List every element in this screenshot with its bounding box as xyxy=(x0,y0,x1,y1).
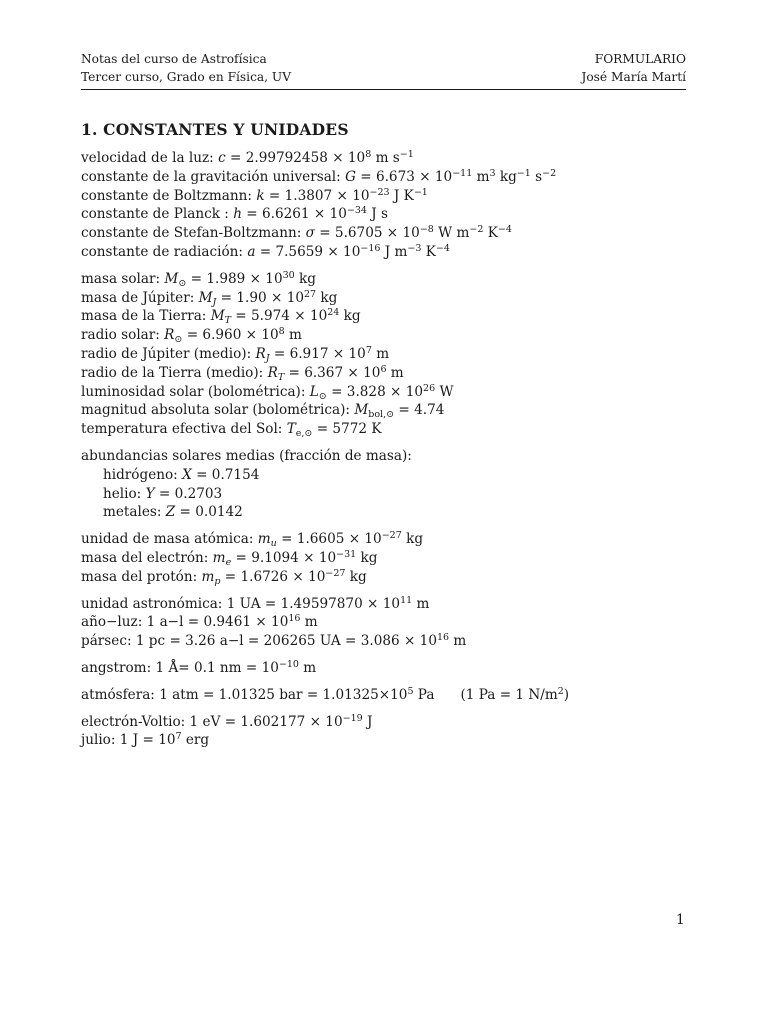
abundances-title: abundancias solares medias (fracción de masa): xyxy=(81,447,412,464)
header-left xyxy=(81,50,291,86)
course-title: Notas del curso de Astrofísica xyxy=(81,52,267,66)
distance-line: unidad astronómica: 1 UA = $1.49597870 \times 10^{11}$ m xyxy=(81,594,430,612)
masses-block xyxy=(81,530,686,586)
energy-block xyxy=(81,713,686,751)
section-title: 1. CONSTANTES Y UNIDADES xyxy=(81,120,349,139)
distances-block xyxy=(81,595,686,651)
header-right xyxy=(581,50,686,86)
solar-line: radio solar: $R_⊙ = 6.960 \times 10^8$ m xyxy=(81,326,302,346)
constant-line: velocidad de la luz: $c = 2.99792458 \times 10^8$ m $s^{-1}$ xyxy=(81,149,414,166)
solar-line: temperatura efectiva del Sol: $T_{e,⊙} = 5772$ K xyxy=(81,421,382,440)
page-header xyxy=(81,50,686,86)
mass-line: masa del protón: $m_p = 1.6726 \times 10^{-27}$ kg xyxy=(81,567,367,587)
constant-line: constante de la gravitación universal: $G = 6.673 \times 10^{-11}$ $m^3$ $kg^{-1}$ $s^{-2}$ xyxy=(81,167,557,185)
mass-line: masa del electrón: $m_e = 9.1094 \times 10^{-31}$ kg xyxy=(81,548,378,568)
course-subtitle: Tercer curso, Grado en Física, UV xyxy=(81,70,291,84)
constant-line: constante de Stefan-Boltzmann: $\sigma = 5.6705 \times 10^{-8}$ W $m^{-2}$ $K^{-4}$ xyxy=(81,224,512,242)
constants-block xyxy=(81,149,686,262)
constant-line: constante de Planck : $h = 6.6261 \times 10^{-34}$ J s xyxy=(81,205,389,223)
header-rule xyxy=(81,89,686,90)
distance-line: pársec: 1 pc = 3.26 a−l = 206265 UA = $3.086 \times 10^{16}$ m xyxy=(81,632,467,650)
abundances-block xyxy=(81,447,686,522)
angstrom-line: angstrom: 1 Å= 0.1 nm = $10^{-10}$ m xyxy=(81,658,317,676)
solar-line: masa solar: $M_⊙ = 1.989 \times 10^{30}$ kg xyxy=(81,269,316,289)
energy-line: julio: 1 $J = 10^7$ erg xyxy=(81,731,210,749)
constant-line: constante de Boltzmann: $k = 1.3807 \times 10^{-23}$ J $K^{-1}$ xyxy=(81,186,428,204)
solar-line: masa de la Tierra: $M_T = 5.974 \times 10^{24}$ kg xyxy=(81,307,361,327)
document-page xyxy=(81,50,686,758)
atm-line: atmósfera: 1 atm = 1.01325 bar = $1.01325\times 10^5$ Pa (1 Pa = 1 $N/m^2$) xyxy=(81,685,570,703)
solar-line: luminosidad solar (bolométrica): $L_⊙ = 3.828 \times 10^{26}$ W xyxy=(81,382,454,402)
mass-line: unidad de masa atómica: $m_u = 1.6605 \times 10^{-27}$ kg xyxy=(81,530,424,550)
constant-line: constante de radiación: $a = 7.5659 \times 10^{-16}$ J $m^{-3}$ $K^{-4}$ xyxy=(81,242,450,260)
solar-line: magnitud absoluta solar (bolométrica): $M_{bol,⊙} = 4.74$ xyxy=(81,402,445,421)
author: José María Martí xyxy=(581,70,686,84)
solar-line: radio de Júpiter (medio): $R_J = 6.917 \times 10^7$ m xyxy=(81,344,390,364)
doc-type: FORMULARIO xyxy=(594,52,686,66)
abundance-line: metales: Z = 0.0142 xyxy=(103,504,243,521)
page-number: 1 xyxy=(676,912,685,928)
atm-block xyxy=(81,686,686,705)
solar-line: radio de la Tierra (medio): $R_T = 6.367 \times 10^6$ m xyxy=(81,363,404,383)
abundance-line: helio: Y = 0.2703 xyxy=(103,485,223,502)
energy-line: electrón-Voltio: 1 eV = $1.602177 \times 10^{-19}$ J xyxy=(81,712,373,730)
angstrom-block xyxy=(81,659,686,678)
abundance-line: hidrógeno: X = 0.7154 xyxy=(103,466,260,483)
solar-block xyxy=(81,270,686,439)
distance-line: año−luz: 1 $a-l = 0.9461 \times 10^{16}$ m xyxy=(81,613,318,631)
solar-line: masa de Júpiter: $M_J = 1.90 \times 10^{27}$ kg xyxy=(81,288,338,308)
